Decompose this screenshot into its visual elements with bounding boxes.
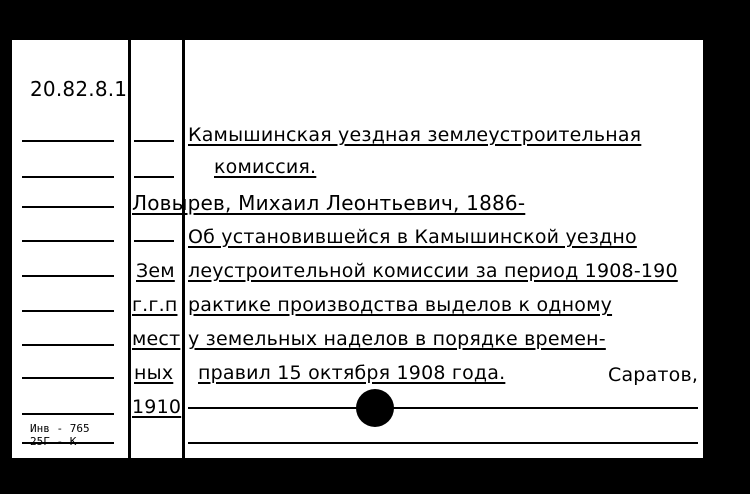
- title-line-5-margin: ных: [134, 362, 174, 384]
- ink-blot: [356, 389, 394, 427]
- ruled-line: [22, 240, 114, 242]
- ruled-line: [22, 176, 114, 178]
- ruled-line: [134, 140, 174, 142]
- title-line-1: Об установившейся в Камышинской уездно: [188, 226, 637, 248]
- ruled-line: [22, 377, 114, 379]
- ruled-line: [22, 413, 114, 415]
- title-line-2: леустроительной комиссии за период 1908-190: [188, 260, 678, 282]
- margin-rule-right: [182, 40, 185, 458]
- title-line-4: у земельных наделов в порядке времен-: [188, 328, 606, 350]
- publication-year: 1910: [132, 396, 182, 418]
- title-line-3-margin: г.г.п: [132, 294, 178, 316]
- inventory-stamp: [30, 422, 130, 450]
- stamp-line-1: Инв - 765: [30, 422, 90, 435]
- ruled-line: [22, 206, 114, 208]
- catalog-card: [12, 40, 703, 458]
- title-line-4-margin: мест: [132, 328, 181, 350]
- ruled-line: [22, 140, 114, 142]
- stamp-line-2: 25Г - К: [30, 435, 77, 448]
- ruled-line: [134, 176, 174, 178]
- heading-line-1: Камышинская уездная землеустроительная: [188, 124, 642, 146]
- publication-place: Саратов,: [608, 364, 699, 386]
- catalog-number: 20.82.8.1: [30, 77, 128, 101]
- ruled-line: [22, 310, 114, 312]
- heading-line-2: комиссия.: [214, 156, 317, 178]
- title-line-2-margin: Зем: [136, 260, 175, 282]
- ruled-line: [188, 442, 698, 444]
- ruled-line: [134, 240, 174, 242]
- ruled-line: [22, 344, 114, 346]
- ruled-line: [22, 275, 114, 277]
- author-line: Ловырев, Михаил Леонтьевич, 1886-: [132, 191, 526, 215]
- ruled-line: [188, 407, 698, 409]
- margin-rule-left: [128, 40, 131, 458]
- title-line-3: рактике производства выделов к одному: [188, 294, 613, 316]
- title-line-5: правил 15 октября 1908 года.: [198, 362, 506, 384]
